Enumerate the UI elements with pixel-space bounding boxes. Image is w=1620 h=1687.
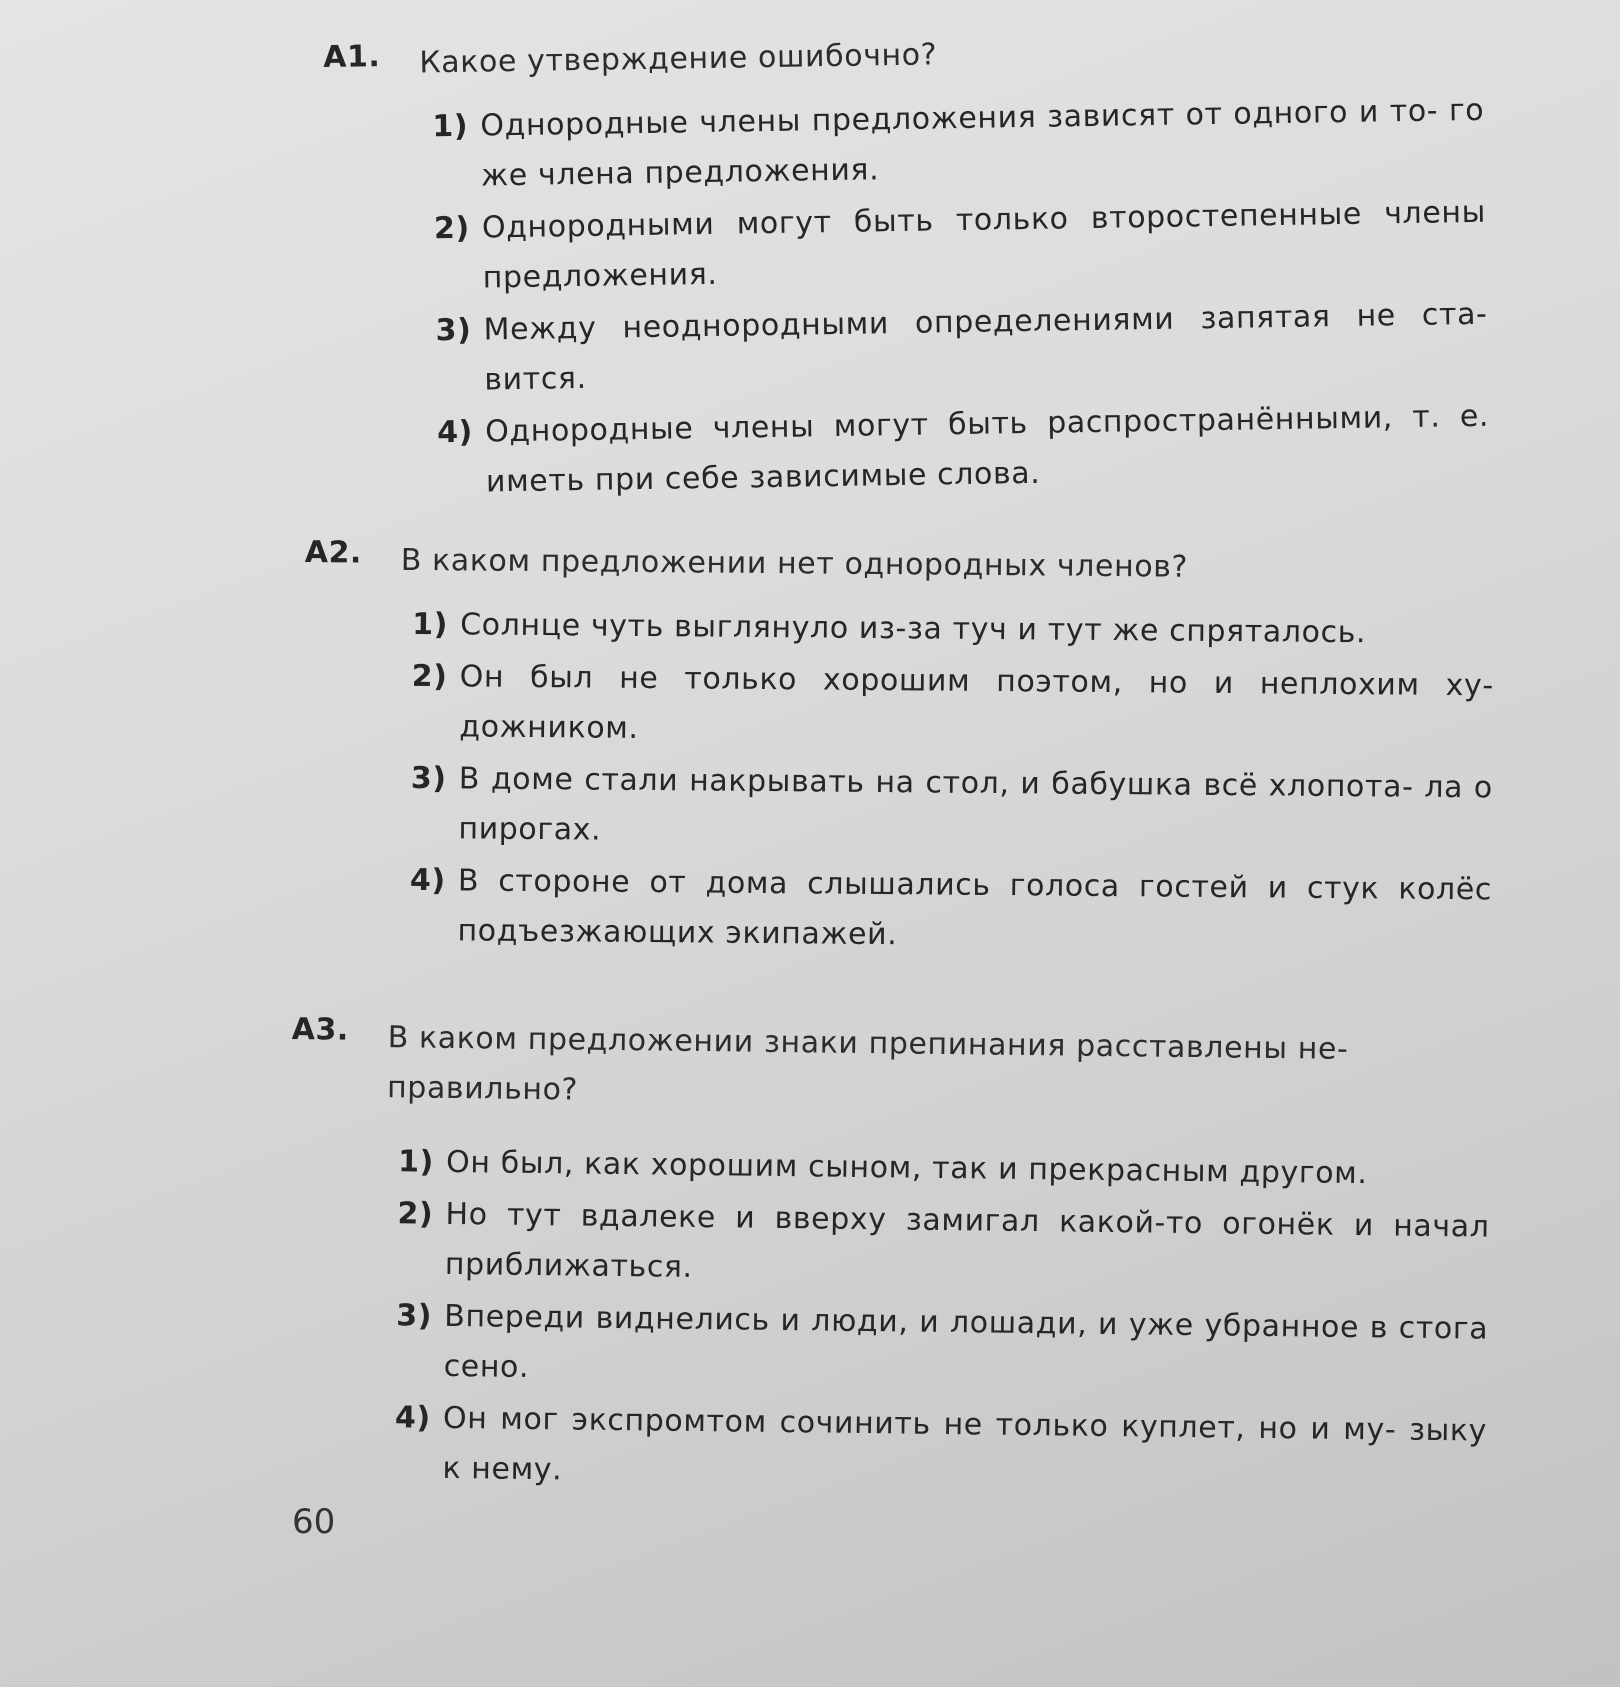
- answer-option: [435, 290, 1488, 407]
- option-text: В доме стали накрывать на стол, и бабушка всё хлопота- ла о пирогах.: [458, 761, 1493, 848]
- option-number: 3): [435, 312, 472, 349]
- answer-option: [437, 392, 1490, 509]
- option-number: 2): [397, 1196, 434, 1232]
- option-number: 3): [410, 760, 447, 797]
- question-number: A3.: [291, 1012, 349, 1048]
- page-number: 60: [292, 1502, 336, 1542]
- option-text: Он мог экспромтом сочинить не только куплет, но и му- зыку к нему.: [442, 1400, 1488, 1488]
- option-text: Он был не только хорошим поэтом, но и неплохим ху- дожником.: [459, 659, 1494, 746]
- question-text: В каком предложении знаки препинания расставлены не- правильно?: [386, 1020, 1349, 1108]
- answer-options: [324, 86, 1490, 510]
- question-a3: [286, 1012, 1492, 1509]
- question-a1: [323, 22, 1490, 512]
- answer-option: [411, 652, 1494, 761]
- answer-option: [434, 188, 1487, 305]
- option-number: 3): [396, 1298, 433, 1334]
- option-number: 4): [394, 1400, 432, 1436]
- option-number: 2): [411, 658, 448, 695]
- option-text: Однородные члены предложения зависят от одного и то- го же члена предложения.: [480, 92, 1485, 194]
- question-number: A2.: [304, 535, 362, 571]
- option-text: Солнце чуть выглянуло из-за туч и тут же спряталось.: [460, 607, 1367, 651]
- option-text: Однородными могут быть только второстепенные члены предложения.: [481, 194, 1487, 296]
- option-text: Впереди виднелись и люди, и лошади, и уже убранное в стога сено.: [443, 1298, 1489, 1385]
- answer-option: [432, 86, 1485, 203]
- option-number: 1): [432, 108, 469, 145]
- option-number: 1): [412, 606, 449, 643]
- option-text: Но тут вдалеке и вверху замигал какой-то огонёк и начал приближаться.: [444, 1196, 1490, 1285]
- question-number: A1.: [323, 39, 381, 75]
- option-text: В стороне от дома слышались голоса гостей и стук колёс подъезжающих экипажей.: [457, 863, 1493, 953]
- answer-options: [286, 1136, 1490, 1507]
- answer-option: [394, 1393, 1487, 1506]
- answer-option: [412, 600, 1494, 659]
- option-text: Однородные члены могут быть распространёнными, т. е. иметь при себе зависимые слова.: [484, 398, 1490, 500]
- answer-option: [410, 754, 1493, 863]
- answer-options: [301, 599, 1494, 965]
- option-number: 1): [397, 1144, 435, 1180]
- option-number: 4): [409, 862, 446, 899]
- option-number: 4): [436, 414, 474, 451]
- answer-option: [397, 1189, 1490, 1302]
- question-a2: [301, 535, 1495, 967]
- question-text: В каком предложении нет однородных членов?: [400, 542, 1189, 585]
- option-number: 2): [433, 210, 471, 247]
- answer-option: [395, 1291, 1488, 1404]
- question-text: Какое утверждение ошибочно?: [419, 37, 938, 81]
- option-text: Между неоднородными определениями запятая не ста- вится.: [483, 296, 1488, 398]
- option-text: Он был, как хорошим сыном, так и прекрасным другом.: [445, 1144, 1368, 1192]
- answer-option: [409, 856, 1492, 965]
